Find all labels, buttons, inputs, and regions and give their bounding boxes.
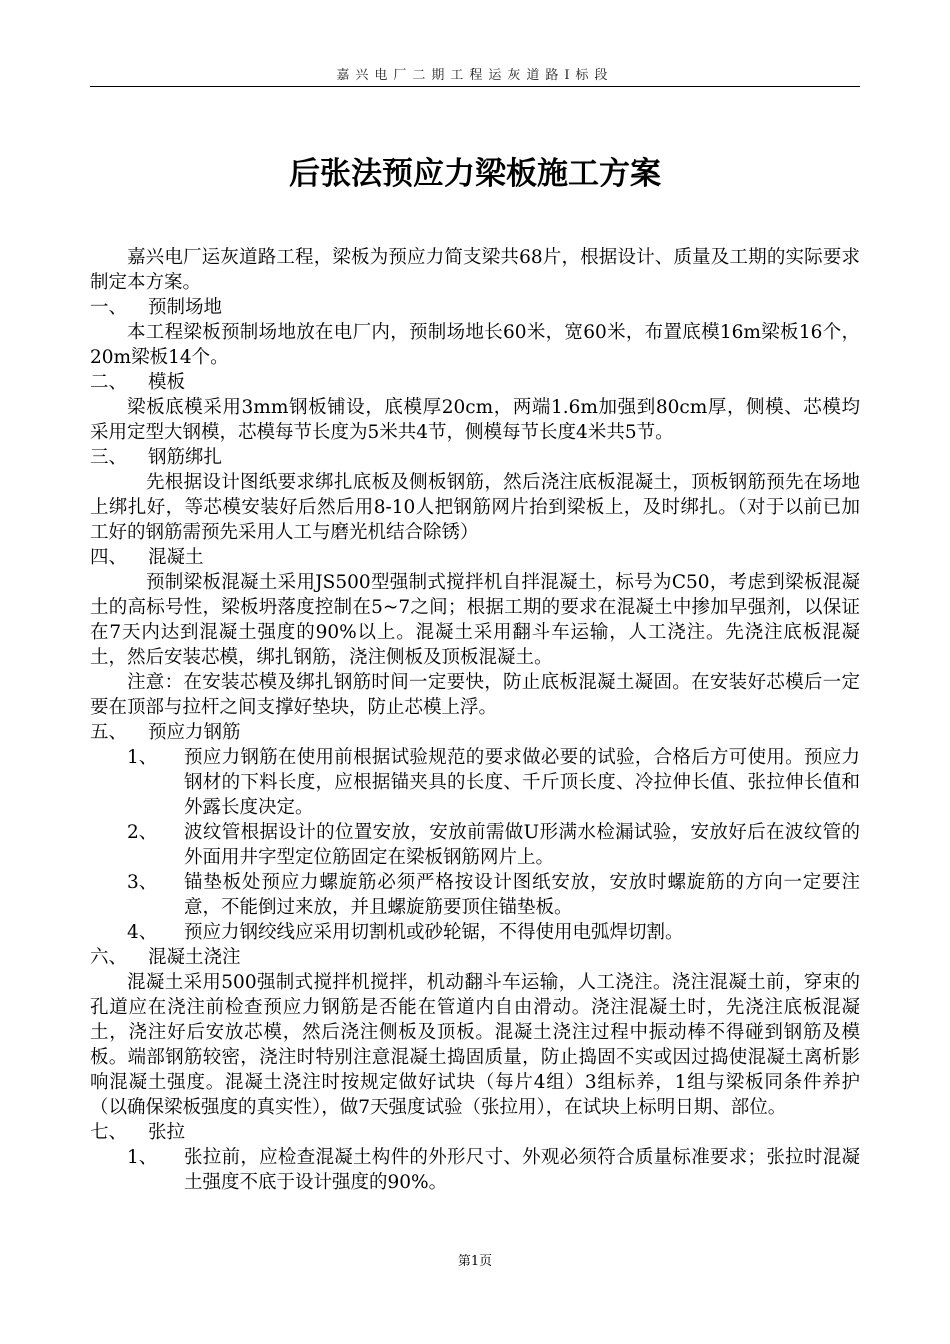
list-item — [90, 745, 860, 820]
section-heading-7 — [90, 1120, 860, 1145]
section-title: 张拉 — [148, 1122, 186, 1143]
section-heading-5 — [90, 720, 860, 745]
section-paragraph: 本工程梁板预制场地放在电厂内，预制场地长60米，宽60米，布置底模16m梁板16个，20m梁板14个。 — [90, 322, 860, 368]
section-title: 预应力钢筋 — [148, 722, 241, 743]
section-heading-3 — [90, 445, 860, 470]
section-paragraph: 预制梁板混凝土采用JS500型强制式搅拌机自拌混凝土，标号为C50，考虑到梁板混凝土的高标号性，梁板坍落度控制在5~7之间；根据工期的要求在混凝土中掺加早强剂，以保证在7天内达到混凝土强度的90%以上。混凝土采用翻斗车运输，人工浇注。先浇注底板混凝土，然后安装芯模，绑扎钢筋，浇注侧板及顶板混凝土。 — [90, 572, 860, 668]
list-item-text: 波纹管根据设计的位置安放，安放前需做U形满水检漏试验，安放好后在波纹管的外面用井字型定位筋固定在梁板钢筋网片上。 — [184, 822, 860, 868]
section-heading-4 — [90, 545, 860, 570]
section-number: 七、 — [90, 1122, 128, 1143]
list-item-number: 1、 — [127, 1147, 158, 1168]
section-title: 模板 — [148, 372, 186, 393]
section-title: 钢筋绑扎 — [148, 447, 223, 468]
section-number: 四、 — [90, 547, 128, 568]
note-paragraph: 注意：在安装芯模及绑扎钢筋时间一定要快，防止底板混凝土凝固。在安装好芯模后一定要在顶部与拉杆之间支撑好垫块，防止芯模上浮。 — [90, 672, 860, 718]
section-number: 二、 — [90, 372, 128, 393]
section-title: 混凝土 — [148, 547, 204, 568]
section-number: 五、 — [90, 722, 128, 743]
list-item-number: 1、 — [127, 747, 158, 768]
list-item-number: 3、 — [127, 872, 158, 893]
list-item-number: 2、 — [127, 822, 158, 843]
section-heading-2 — [90, 370, 860, 395]
page-number: 第1页 — [457, 1254, 493, 1269]
section-paragraph: 梁板底模采用3mm钢板铺设，底模厚20cm，两端1.6m加强到80cm厚，侧模、芯模均采用定型大钢模，芯模每节长度为5米共4节，侧模每节长度4米共5节。 — [90, 397, 860, 443]
section-paragraph: 混凝土采用500强制式搅拌机搅拌，机动翻斗车运输，人工浇注。浇注混凝土前，穿束的孔道应在浇注前检查预应力钢筋是否能在管道内自由滑动。浇注混凝土时，先浇注底板混凝土，浇注好后安放芯模，然后浇注侧板及顶板。混凝土浇注过程中振动棒不得碰到钢筋及模板。端部钢筋较密，浇注时特别注意混凝土捣固质量，防止捣固不实或因过捣使混凝土离析影响混凝土强度。混凝土浇注时按规定做好试块（每片4组）3组标养，1组与梁板同条件养护（以确保梁板强度的真实性），做7天强度试验（张拉用），在试块上标明日期、部位。 — [90, 972, 860, 1118]
list-item-text: 张拉前，应检查混凝土构件的外形尺寸、外观必须符合质量标准要求；张拉时混凝土强度不底于设计强度的90%。 — [184, 1147, 860, 1193]
document-body — [90, 245, 860, 1195]
list-item-number: 4、 — [127, 922, 158, 943]
list-item-text: 锚垫板处预应力螺旋筋必须严格按设计图纸安放，安放时螺旋筋的方向一定要注意，不能倒过来放，并且螺旋筋要顶住锚垫板。 — [184, 872, 860, 918]
section-number: 一、 — [90, 297, 128, 318]
section-title: 预制场地 — [148, 297, 223, 318]
list-item — [90, 920, 860, 945]
section-paragraph: 先根据设计图纸要求绑扎底板及侧板钢筋，然后浇注底板混凝土，顶板钢筋预先在场地上绑扎好，等芯模安装好后然后用8-10人把钢筋网片抬到梁板上，及时绑扎。（对于以前已加工好的钢筋需预先采用人工与磨光机结合除锈） — [90, 472, 860, 543]
section-heading-6 — [90, 945, 860, 970]
page-header: 嘉兴电厂二期工程运灰道路I标段 — [336, 68, 614, 83]
section-number: 六、 — [90, 947, 128, 968]
list-item-text: 预应力钢绞线应采用切割机或砂轮锯，不得使用电弧焊切割。 — [184, 922, 684, 943]
list-item — [90, 870, 860, 920]
list-item — [90, 820, 860, 870]
list-item — [90, 1145, 860, 1195]
section-heading-1 — [90, 295, 860, 320]
header-rule — [90, 86, 860, 87]
section-number: 三、 — [90, 447, 128, 468]
list-item-text: 预应力钢筋在使用前根据试验规范的要求做必要的试验，合格后方可使用。预应力钢材的下料长度，应根据锚夹具的长度、千斤顶长度、冷拉伸长值、张拉伸长值和外露长度决定。 — [184, 747, 860, 818]
section-title: 混凝土浇注 — [148, 947, 241, 968]
intro-paragraph: 嘉兴电厂运灰道路工程，梁板为预应力简支梁共68片，根据设计、质量及工期的实际要求制定本方案。 — [90, 247, 860, 293]
document-title: 后张法预应力梁板施工方案 — [289, 156, 661, 192]
